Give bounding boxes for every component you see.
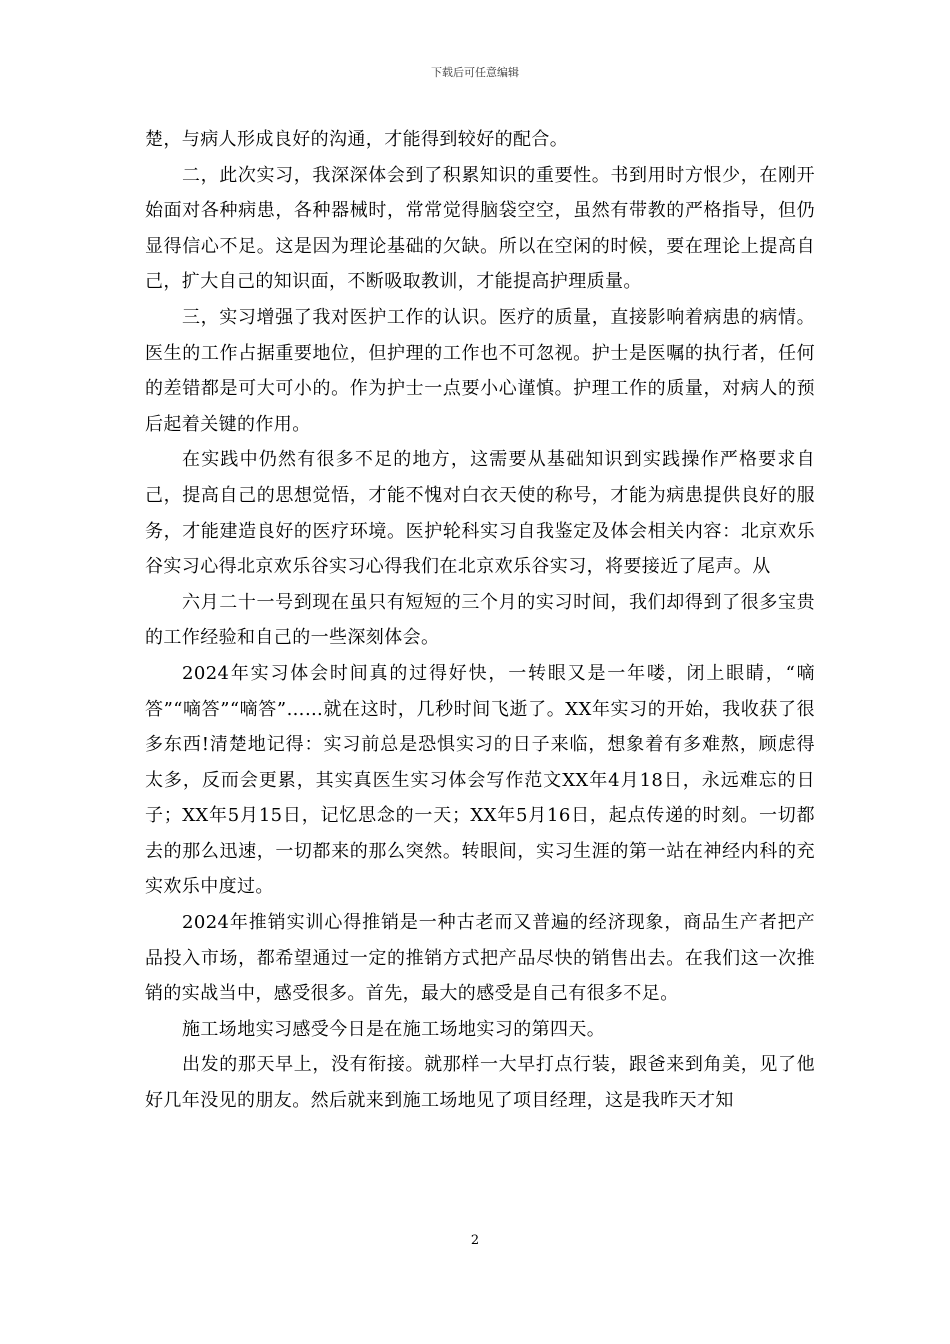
paragraph: 施工场地实习感受今日是在施工场地实习的第四天。: [182, 1018, 606, 1040]
paragraph: 楚，与病人形成良好的沟通，才能得到较好的配合。: [145, 129, 569, 150]
page-number: 2: [470, 1233, 480, 1248]
paragraph: 三，实习增强了我对医护工作的认识。医疗的质量，直接影响着病患的病情。医生的工作占据重要地位，但护理的工作也不可忽视。护士是医嘱的执行者，任何的差错都是可大可小的。作为护士一点要小心谨慎。护理工作的质量，对病人的预后起着关键的作用。: [145, 306, 815, 435]
paragraph: 2024年推销实训心得推销是一种古老而又普遍的经济现象，商品生产者把产品投入市场，都希望通过一定的推销方式把产品尽快的销售出去。在我们这一次推销的实战当中，感受很多。首先，最大的感受是自己有很多不足。: [145, 912, 815, 1005]
page-header: 下载后可任意编辑: [431, 66, 519, 79]
paragraph: 二，此次实习，我深深体会到了积累知识的重要性。书到用时方恨少，在刚开始面对各种病患，各种器械时，常常觉得脑袋空空，虽然有带教的严格指导，但仍显得信心不足。这是因为理论基础的欠缺。所以在空闲的时候，要在理论上提高自己，扩大自己的知识面，不断吸取教训，才能提高护理质量。: [145, 164, 815, 293]
paragraph: 出发的那天早上，没有衔接。就那样一大早打点行装，跟爸来到角美，见了他好几年没见的朋友。然后就来到施工场地见了项目经理，这是我昨天才知: [145, 1054, 815, 1112]
paragraph: 六月二十一号到现在虽只有短短的三个月的实习时间，我们却得到了很多宝贵的工作经验和自己的一些深刻体会。: [145, 591, 815, 649]
paragraph: 在实践中仍然有很多不足的地方，这需要从基础知识到实践操作严格要求自己，提高自己的思想觉悟，才能不愧对白衣天使的称号，才能为病患提供良好的服务，才能建造良好的医疗环境。医护轮科实习自我鉴定及体会相关内容：北京欢乐谷实习心得北京欢乐谷实习心得我们在北京欢乐谷实习，将要接近了尾声。从: [145, 449, 815, 578]
paragraph: 2024年实习体会时间真的过得好快，一转眼又是一年喽，闭上眼睛，“嘀答”“嘀答”“嘀答”……就在这时，几秒时间飞逝了。XX年实习的开始，我收获了很多东西!清楚地记得：实习前总是恐惧实习的日子来临，想象着有多难熬，顾虑得太多，反而会更累，其实真医生实习体会写作范文XX年4月18日，永远难忘的日子；XX年5月15日，记忆思念的一天；XX年5月16日，起点传递的时刻。一切都去的那么迅速，一切都来的那么突然。转眼间，实习生涯的第一站在神经内科的充实欢乐中度过。: [145, 662, 815, 898]
document-body: [145, 122, 815, 1119]
